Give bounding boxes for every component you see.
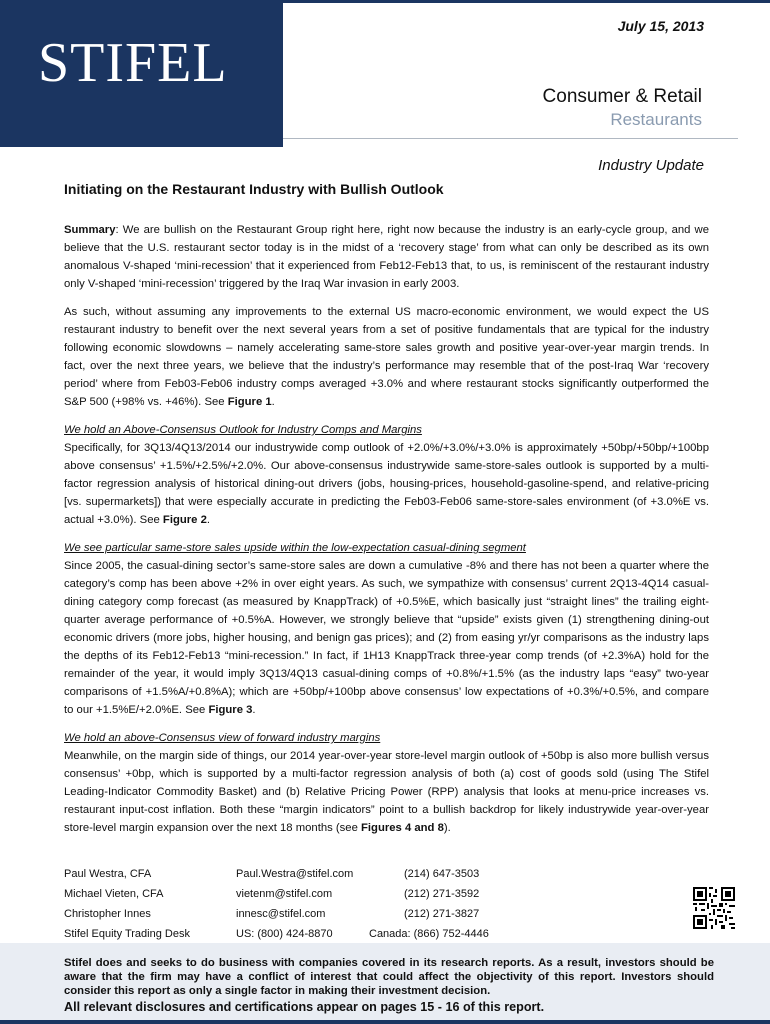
bottom-rule [0,1020,770,1024]
section-casual-dining-text: Since 2005, the casual-dining sector’s same-store sales are down a cumulative -8% and there has not been a quarter where the category’s comp has been above +2% in over eight years. As such, we sympathize with consensus’ current 2Q13-4Q14 casual-dining category comp forecast (as measured by KnappTrack) of +0.5%E, which basically just “straight lines” the trailing eight-quarter average performance of +0.5%A. However, we strongly believe that “upside” exists given (1) strengthening dining-out economic drivers (more jobs, higher housing, and benign gas prices); and (2) from easing yr/yr comparisons as the industry laps the depths of its Feb12-Feb13 “mini-recession.” In fact, if 1H13 KnappTrack three-year comp trends (of +2.3%A) hold for the remainder of the year, it would imply 3Q13/4Q13 casual-dining comps of +0.8%/+1.5% (as the industry laps “easy” two-year comparisons of +1.5%A/+0.8%A); which are +50bp/+100bp above consensus’ low expectations of +0.3%/+0.5%, and compare to our +1.5%E/+2.0%E. See [64,560,709,716]
stifel-logo: STIFEL [38,32,228,94]
contact-row [64,908,504,928]
summary-text: : We are bullish on the Restaurant Group right here, right now because the industry is an early-cycle group, and we believe that the U.S. restaurant sector today is in the midst of a ‘recovery stage’ from what can only be described as its own anomalous V-shaped ‘mini-recession’ that it experienced from Feb12-Feb13 that, to us, is reminiscent of the restaurant industry only V-shaped ‘mini-recession’ triggered by the Iraq War invasion in early 2003. [64,224,709,290]
logo-block [0,0,283,147]
top-rule [283,0,770,3]
section-margins-text: Meanwhile, on the margin side of things, our 2014 year-over-year store-level margin outlook of +50bp is also more bullish versus consensus’ +0bp, which is supported by a multi-factor regression analysis of both (a) cost of goods sold (using The Stifel Leading-Indicator Commodity Basket) and (b) Relative Pricing Power (RPP) analysis that looks at menu-price increases vs. restaurant input-cost inflation. Both these “margin indicators” point to a bullish backdrop for likely industrywide year-over-year store-level margin expansion over the next 18 months (see [64,750,709,834]
summary-label: Summary [64,224,116,236]
section-margins [64,729,709,837]
summary-paragraph [64,221,709,293]
analyst-phone: (214) 647-3503 [404,868,480,880]
figure-1-ref: Figure 1 [227,396,272,408]
analyst-name: Christopher Innes [64,908,151,920]
analyst-phone: (212) 271-3592 [404,888,480,900]
analyst-email[interactable]: Paul.Westra@stifel.com [236,868,354,880]
analyst-phone: (212) 271-3827 [404,908,480,920]
recovery-paragraph: As such, without assuming any improvements to the external US macro-economic environment, we would expect the US restaurant industry to benefit over the next several years from a set of positive fundamentals that are typical for the industry following economic slowdowns – namely accelerating same-store sales growth and positive year-over-year margin trends. In fact, over the next three years, we believe that the industry’s performance may resemble that of the post-Iraq War ‘recovery period’ where from Feb03-Feb06 industry comps averaged +3.0% and where restaurant stocks significantly outperformed the S&P 500 (+98% vs. +46%). See Figure 1. [64,306,709,408]
section-comps-heading: We hold an Above-Consensus Outlook for Industry Comps and Margins [64,424,422,436]
qr-code-icon [693,887,735,929]
section-casual-dining: We see particular same-store sales upside within the low-expectation casual-dining segment Since 2005, the casual-dining sector’s same-store sales are down a cumulative -8% and there has not been a quarter where the category’s comp has been above +2% in over eight years. As such, we sympathize with consensus’ current 2Q13-4Q14 casual-dining category comp forecast (as measured by KnappTrack) of +0.5%E, which basically just “straight lines” the trailing eight-quarter average performance of +0.5%A. However, we strongly believe that “upside” exists given (1) strengthening dining-out economic drivers (more jobs, higher housing, and benign gas prices); and (2) from easing yr/yr comparisons as the industry laps the depths of its Feb12-Feb13 “mini-recession.” In fact, if 1H13 KnappTrack three-year comp trends (of +2.3%A) hold for the remainder of the year, it would imply 3Q13/4Q13 casual-dining comps of +0.8%/+1.5% (as the industry laps “easy” two-year comparisons of +1.5%A/+0.8%A); which are +50bp/+100bp above consensus’ low expectations of +0.3%/+0.5%, and compare to our +1.5%E/+2.0%E. See Figure 3. [64,539,709,719]
recovery-text: As such, without assuming any improvements to the external US macro-economic environment, we would expect the US restaurant industry to benefit over the next several years from a set of positive fundamentals that are typical for the industry following economic slowdowns – namely accelerating same-store sales growth and positive year-over-year margin trends. In fact, over the next three years, we believe that the industry’s performance may resemble that of the post-Iraq War ‘recovery period’ where from Feb03-Feb06 industry comps averaged +3.0% and where restaurant stocks significantly outperformed the S&P 500 (+98% vs. +46%). See [64,306,709,408]
trading-desk-name: Stifel Equity Trading Desk [64,928,190,940]
figure-2-ref: Figure 2 [162,514,207,526]
section-margins-heading: We hold an above-Consensus view of forward industry margins [64,732,381,744]
trading-desk-canada-phone: Canada: (866) 752-4446 [369,928,489,940]
disclosures-note: All relevant disclosures and certifications appear on pages 15 - 16 of this report. [64,1000,545,1014]
figures-4-8-ref: Figures 4 and 8 [361,822,444,834]
analyst-name: Paul Westra, CFA [64,868,152,880]
section-margins-end: ). [443,822,451,834]
subsector-title: Restaurants [610,110,702,129]
header-divider [283,138,738,139]
sector-title: Consumer & Retail [542,86,702,107]
trading-desk-us-phone: US: (800) 424-8870 [236,928,333,940]
contact-row [64,888,504,908]
analyst-name: Michael Vieten, CFA [64,888,164,900]
report-body [64,221,709,847]
section-casual-dining-heading: We see particular same-store sales upside within the low-expectation casual-dining segment [64,542,526,554]
report-headline: Initiating on the Restaurant Industry with Bullish Outlook [64,181,444,197]
analyst-email[interactable]: vietenm@stifel.com [236,888,333,900]
report-date: July 15, 2013 [617,18,704,34]
section-comps: We hold an Above-Consensus Outlook for Industry Comps and Margins Specifically, for 3Q13/4Q13/2014 our industrywide comp outlook of +2.0%/+3.0%/+3.0% is approximately +50bp/+50bp/+100bp above consensus’ +1.5%/+2.5%/+2.0%. Our above-consensus industrywide same-store-sales outlook is supported by a multi-factor regression analysis of historical dining-out drivers (jobs, housing-prices, household-gasoline-spend, and relative-pricing [vs. supermarkets]) that were especially accurate in predicting the Feb03-Feb06 same-store-sales environment (of +3.0%E vs. actual +3.0%). See Figure 2. [64,421,709,529]
figure-3-ref: Figure 3 [208,704,253,716]
report-type: Industry Update [598,157,704,174]
section-comps-text: Specifically, for 3Q13/4Q13/2014 our industrywide comp outlook of +2.0%/+3.0%/+3.0% is approximately +50bp/+50bp/+100bp above consensus’ +1.5%/+2.5%/+2.0%. Our above-consensus industrywide same-store-sales outlook is supported by a multi-factor regression analysis of historical dining-out drivers (jobs, housing-prices, household-gasoline-spend, and relative-pricing [vs. supermarkets]) that were especially accurate in predicting the Feb03-Feb06 same-store-sales environment (of +3.0%E vs. actual +3.0%). See [64,442,709,526]
contact-row [64,868,504,888]
analyst-contacts [64,868,504,948]
conflict-disclaimer: Stifel does and seeks to do business with companies covered in its research reports. As a result, investors should be aware that the firm may have a conflict of interest that could affect the objectivity of this report. Investors should consider this report as only a single factor in making their investment decision. [64,957,714,997]
analyst-email[interactable]: innesc@stifel.com [236,908,326,920]
